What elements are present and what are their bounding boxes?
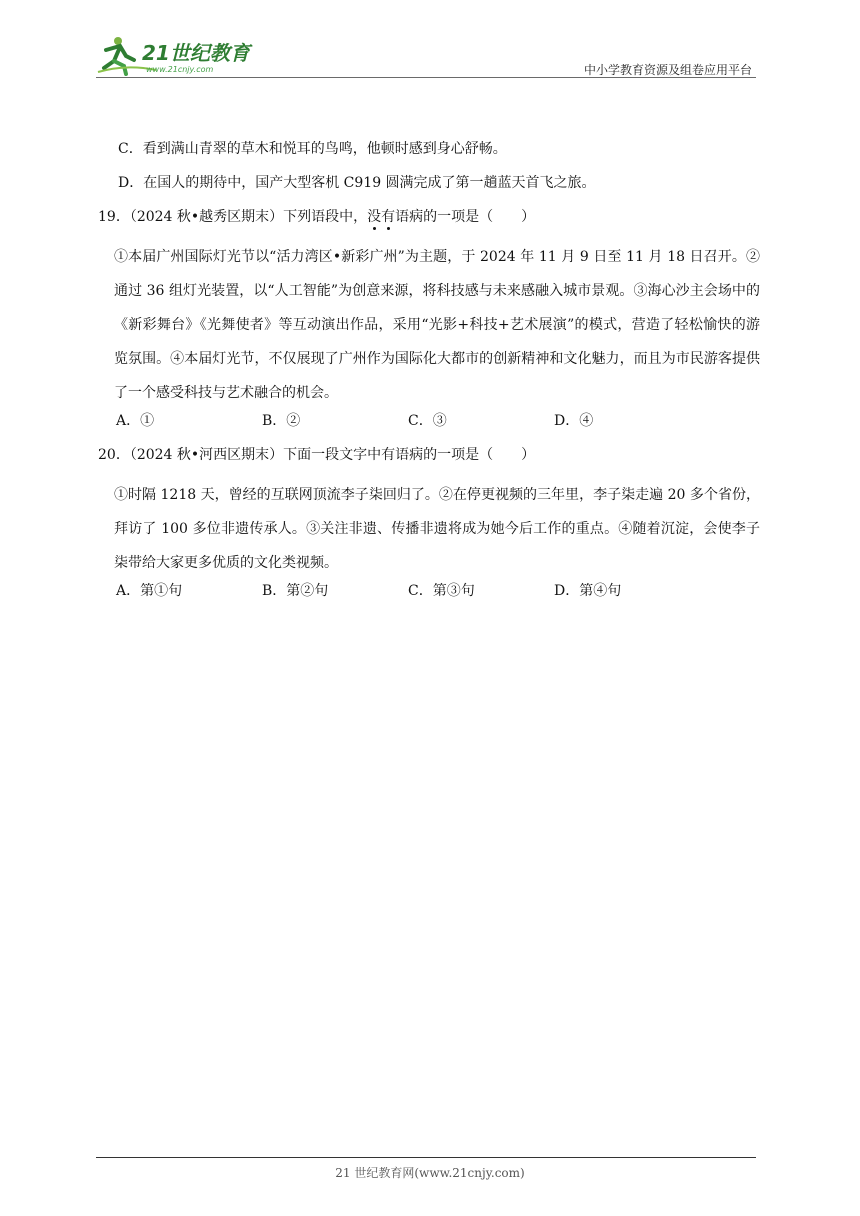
emphasis-dot-char: 没 [367,209,382,225]
emphasis-dot-char: 有 [381,209,396,225]
question-20-choices [116,580,764,614]
svg-text:www.21cnjy.com: www.21cnjy.com [146,65,214,74]
q19-stem-pre: 19．（2024 秋•越秀区期末）下列语段中， [98,209,368,225]
option-d-line: D．在国人的期待中，国产大型客机 C919 圆满完成了第一趟蓝天首飞之旅。 [118,175,596,191]
option-c-line: C．看到满山青翠的草木和悦耳的鸟鸣，他顿时感到身心舒畅。 [118,141,507,157]
choice-c[interactable]: C．第③句 [408,583,475,599]
question-20-stem: 20．（2024 秋•河西区期末）下面一段文字中有语病的一项是（ ） [98,447,536,463]
question-19-choices [116,410,764,444]
choice-d[interactable]: D．第④句 [554,583,622,599]
document-body [98,138,764,614]
choice-a[interactable]: A．第①句 [116,583,183,599]
question-19-stem [98,206,764,240]
question-19-passage: ①本届广州国际灯光节以“活力湾区•新彩广州”为主题，于 2024 年 11 月 9 日至 11 月 18 日召开。②通过 36 组灯光装置，以“人工智能”为创意来源，将科技感与未来感融入城市景观。③海心沙主会场中的《新彩舞台》《光舞使者》等互动演出作品，采用“光影+科技+艺术展演”的模式，营造了轻松愉快的游览氛围。④本届灯光节，不仅展现了广州作为国际化大都市的创新精神和文化魅力，而且为市民游客提供了一个感受科技与艺术融合的机会。 [114,249,760,401]
question-20-passage: ①时隔 1218 天，曾经的互联网顶流李子柒回归了。②在停更视频的三年里，李子柒走遍 20 多个省份，拜访了 100 多位非遗传承人。③关注非遗、传播非遗将成为她今后工作的重点。④随着沉淀，会使李子柒带给大家更多优质的文化类视频。 [114,487,760,571]
header-divider [96,77,756,78]
q19-stem-post: 语病的一项是（ ） [395,209,536,225]
choice-a[interactable]: A．① [116,413,155,429]
logo [96,34,266,78]
page-footer: 21 世纪教育网(www.21cnjy.com) [335,1166,525,1180]
svg-text:21世纪教育: 21世纪教育 [142,41,250,65]
choice-d[interactable]: D．④ [554,413,594,429]
choice-b[interactable]: B．第②句 [262,583,329,599]
choice-b[interactable]: B．② [262,413,301,429]
footer-divider [96,1157,756,1158]
page-header [96,34,756,80]
choice-c[interactable]: C．③ [408,413,447,429]
platform-name: 中小学教育资源及组卷应用平台 [583,63,752,77]
